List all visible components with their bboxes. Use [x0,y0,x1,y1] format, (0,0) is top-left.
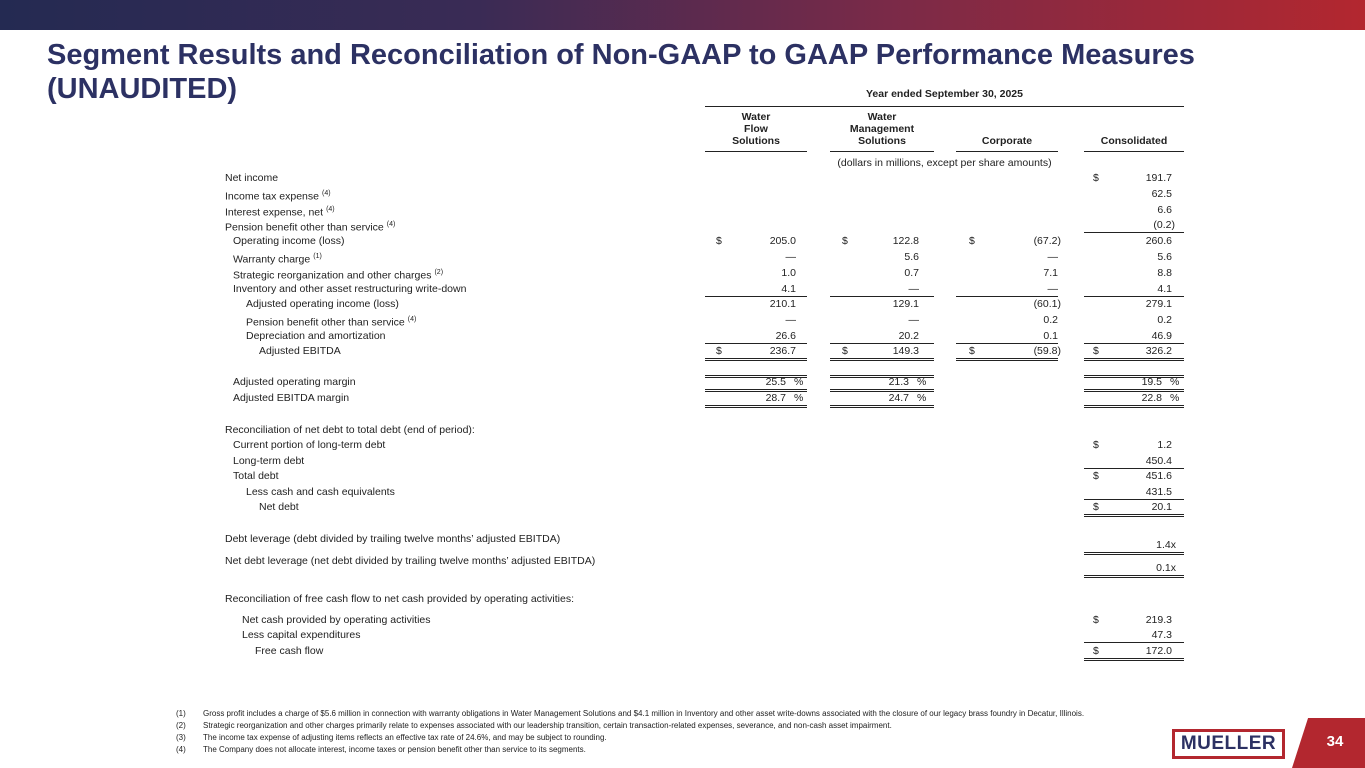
cell-value: 260.6 [1145,235,1172,247]
row-label-text: Free cash flow [255,645,324,657]
single-underline [956,343,1058,344]
dollar-sign: $ [969,345,975,357]
percent-sign: % [1170,376,1180,388]
cell-value: 205.0 [769,235,796,247]
row-label [233,283,466,295]
cell-value: 5.6 [904,251,919,263]
double-underline [705,405,807,408]
dollar-sign: $ [1093,501,1099,513]
row-label-text: Adjusted operating margin [233,376,356,388]
cell-value: 1.0 [781,267,796,279]
double-underline [705,358,807,361]
row-label-text: Depreciation and amortization [246,330,386,342]
footnote-number: (3) [176,733,186,742]
row-label-text: Strategic reorganization and other charges [233,269,432,282]
cell-value: 28.7 [765,392,786,404]
cell-value: — [1047,251,1058,263]
cell-value: — [908,283,919,295]
cell-value: 219.3 [1145,614,1172,626]
mueller-logo [1172,729,1285,759]
period-header: Year ended September 30, 2025 [865,88,1023,100]
col-header-wfs-2: Flow [744,123,768,135]
row-label [233,439,385,451]
row-label-text: Net debt leverage (net debt divided by trailing twelve months’ adjusted EBITDA) [225,555,596,567]
col-rule-corp [956,151,1058,152]
page-number: 34 [1326,733,1344,750]
row-label [233,470,279,482]
double-underline [956,358,1058,361]
row-label-text: Debt leverage (debt divided by trailing twelve months’ adjusted EBITDA) [225,533,561,545]
cell-value: (67.2) [1033,235,1061,247]
cell-value: 21.3 [888,376,909,388]
footnote-text: The income tax expense of adjusting items reflects an effective tax rate of 24.6%, and may be subject to rounding. [203,733,607,742]
single-underline [1084,232,1184,233]
row-label-text: Adjusted operating income (loss) [246,298,399,310]
footnote-ref: (4) [321,190,331,197]
row-label-text: Adjusted EBITDA margin [233,392,350,404]
row-label-text: Less cash and cash equivalents [246,486,395,498]
row-label [225,533,560,545]
single-underline [1084,468,1184,469]
percent-sign: % [1170,392,1180,404]
double-underline [1084,405,1184,408]
cell-value: 431.5 [1145,486,1172,498]
row-label [233,251,322,266]
cell-value: 20.1 [1151,501,1172,513]
row-label [233,376,356,388]
row-label [259,501,299,513]
single-underline [705,343,807,344]
double-underline [830,358,934,361]
footnote-text: The Company does not allocate interest, income taxes or pension benefit other than service to its segments. [203,745,586,754]
double-underline [1084,575,1184,578]
cell-value: — [785,314,796,326]
col-rule-cons [1084,151,1184,152]
row-label [225,593,574,605]
col-header-wfs-1: Water [741,111,771,123]
cell-value: — [1047,283,1058,295]
dollar-sign: $ [842,345,848,357]
dollar-sign: $ [716,235,722,247]
footnote-ref: (1) [313,253,322,260]
double-underline [1084,658,1184,661]
row-label-text: Adjusted EBITDA [259,345,341,357]
double-underline [830,405,934,408]
percent-sign: % [917,376,927,388]
cell-value: (59.8) [1033,345,1061,357]
dollar-sign: $ [1093,470,1099,482]
row-label [233,392,349,404]
page-title: Segment Results and Reconciliation of Non-GAAP to GAAP Performance Measures (UNAUDITED) [47,39,1195,105]
col-header-wms-2: Management [849,123,915,135]
row-label [233,455,304,467]
row-label-text: Net cash provided by operating activities [242,614,431,626]
single-underline [1084,499,1184,500]
footnote-ref: (4) [386,221,396,228]
cell-value: 1.4x [1156,539,1176,551]
row-label-text: Current portion of long-term debt [233,439,386,451]
row-label [246,314,416,329]
dollar-sign: $ [1093,345,1099,357]
row-label [233,235,344,247]
footnote-number: (4) [176,745,186,754]
row-label [255,645,323,657]
cell-value: 4.1 [1157,283,1172,295]
double-underline [705,389,807,392]
double-overline [705,375,807,378]
row-label-text: Pension benefit other than service [225,221,384,234]
cell-value: 129.1 [892,298,919,310]
col-header-consolidated: Consolidated [1100,135,1168,147]
cell-value: 7.1 [1043,267,1058,279]
single-underline [1084,296,1184,297]
footnote-ref: (4) [407,316,417,323]
cell-value: 1.2 [1157,439,1172,451]
cell-value: 122.8 [892,235,919,247]
row-label [246,298,399,310]
row-label-text: Income tax expense [225,190,319,203]
cell-value: 0.7 [904,267,919,279]
row-label [242,629,361,641]
cell-value: 46.9 [1151,330,1172,342]
row-label-text: Less capital expenditures [242,629,361,641]
cell-value: 24.7 [888,392,909,404]
row-label-text: Reconciliation of net debt to total debt (end of period): [225,424,475,436]
row-label [233,267,443,282]
double-overline [830,375,934,378]
double-underline [830,389,934,392]
cell-value: 236.7 [769,345,796,357]
double-underline [1084,389,1184,392]
dollar-sign: $ [1093,614,1099,626]
dollar-sign: $ [1093,439,1099,451]
row-label [242,614,431,626]
dollar-sign: $ [1093,645,1099,657]
row-label-text: Net income [225,172,279,184]
row-label-text: Interest expense, net [225,206,324,219]
row-label-text: Inventory and other asset restructuring write-down [233,283,467,295]
dollar-sign: $ [842,235,848,247]
single-underline [1084,343,1184,344]
cell-value: 47.3 [1151,629,1172,641]
cell-value: 172.0 [1145,645,1172,657]
col-header-corporate: Corporate [981,135,1033,147]
cell-value: — [785,251,796,263]
single-underline [830,343,934,344]
row-label [225,219,395,234]
footnote-number: (1) [176,709,186,718]
cell-value: — [908,314,919,326]
cell-value: (60.1) [1033,298,1061,310]
cell-value: 8.8 [1157,267,1172,279]
percent-sign: % [794,376,804,388]
cell-value: 6.6 [1157,204,1172,216]
percent-sign: % [794,392,804,404]
row-label-text: Net debt [259,501,299,513]
cell-value: 0.2 [1043,314,1058,326]
cell-value: 279.1 [1145,298,1172,310]
row-label [225,555,595,567]
cell-value: 191.7 [1145,172,1172,184]
cell-value: 62.5 [1151,188,1172,200]
single-underline [1084,642,1184,643]
double-underline [1084,514,1184,517]
cell-value: 19.5 [1141,376,1162,388]
row-label [246,330,386,342]
row-label [246,486,395,498]
cell-value: 451.6 [1145,470,1172,482]
single-underline [705,296,807,297]
cell-value: (0.2) [1153,219,1175,231]
col-header-wfs-3: Solutions [732,135,780,147]
units-note: (dollars in millions, except per share amounts) [837,157,1052,169]
col-header-wms-1: Water [867,111,897,123]
col-rule-wms [830,151,934,152]
dollar-sign: $ [1093,172,1099,184]
cell-value: 20.2 [898,330,919,342]
cell-value: 210.1 [769,298,796,310]
logo-wordmark: MUELLER [1180,733,1277,754]
cell-value: 22.8 [1141,392,1162,404]
row-label [225,204,335,219]
row-label-text: Total debt [233,470,279,482]
percent-sign: % [917,392,927,404]
footnote-text: Gross profit includes a charge of $5.6 million in connection with warranty obligations in Water Management Solutions and $4.1 million in Inventory and other asset write-downs associated with the closure of our legacy brass foundry in Decatur, Illinois. [203,709,1085,718]
cell-value: 4.1 [781,283,796,295]
cell-value: 5.6 [1157,251,1172,263]
col-rule-wfs [705,151,807,152]
cell-value: 0.1x [1156,562,1176,574]
cell-value: 25.5 [765,376,786,388]
row-label-text: Pension benefit other than service [246,316,405,329]
dollar-sign: $ [969,235,975,247]
single-underline [830,296,934,297]
row-label-text: Reconciliation of free cash flow to net cash provided by operating activities: [225,593,575,605]
footnote-ref: (4) [326,206,335,213]
cell-value: 0.2 [1157,314,1172,326]
double-overline [1084,375,1184,378]
cell-value: 450.4 [1145,455,1172,467]
cell-value: 149.3 [892,345,919,357]
double-underline [1084,358,1184,361]
row-label [259,345,341,357]
cell-value: 26.6 [775,330,796,342]
double-underline [1084,552,1184,555]
cell-value: 0.1 [1043,330,1058,342]
row-label [225,188,331,203]
row-label-text: Long-term debt [233,455,305,467]
row-label-text: Warranty charge [233,253,311,266]
row-label-text: Operating income (loss) [233,235,345,247]
top-gradient-bar [0,0,1365,30]
cell-value: 326.2 [1145,345,1172,357]
footnote-text: Strategic reorganization and other charges primarily relate to expenses associated with our leadership transition, certain transaction-related expenses, severance, and non-cash asset impairment. [203,721,892,730]
col-header-wms-3: Solutions [858,135,906,147]
single-underline [956,296,1058,297]
footnote-ref: (2) [434,269,444,276]
header-rule [705,106,1184,107]
row-label [225,424,475,436]
dollar-sign: $ [716,345,722,357]
row-label [225,172,278,184]
footnote-number: (2) [176,721,186,730]
